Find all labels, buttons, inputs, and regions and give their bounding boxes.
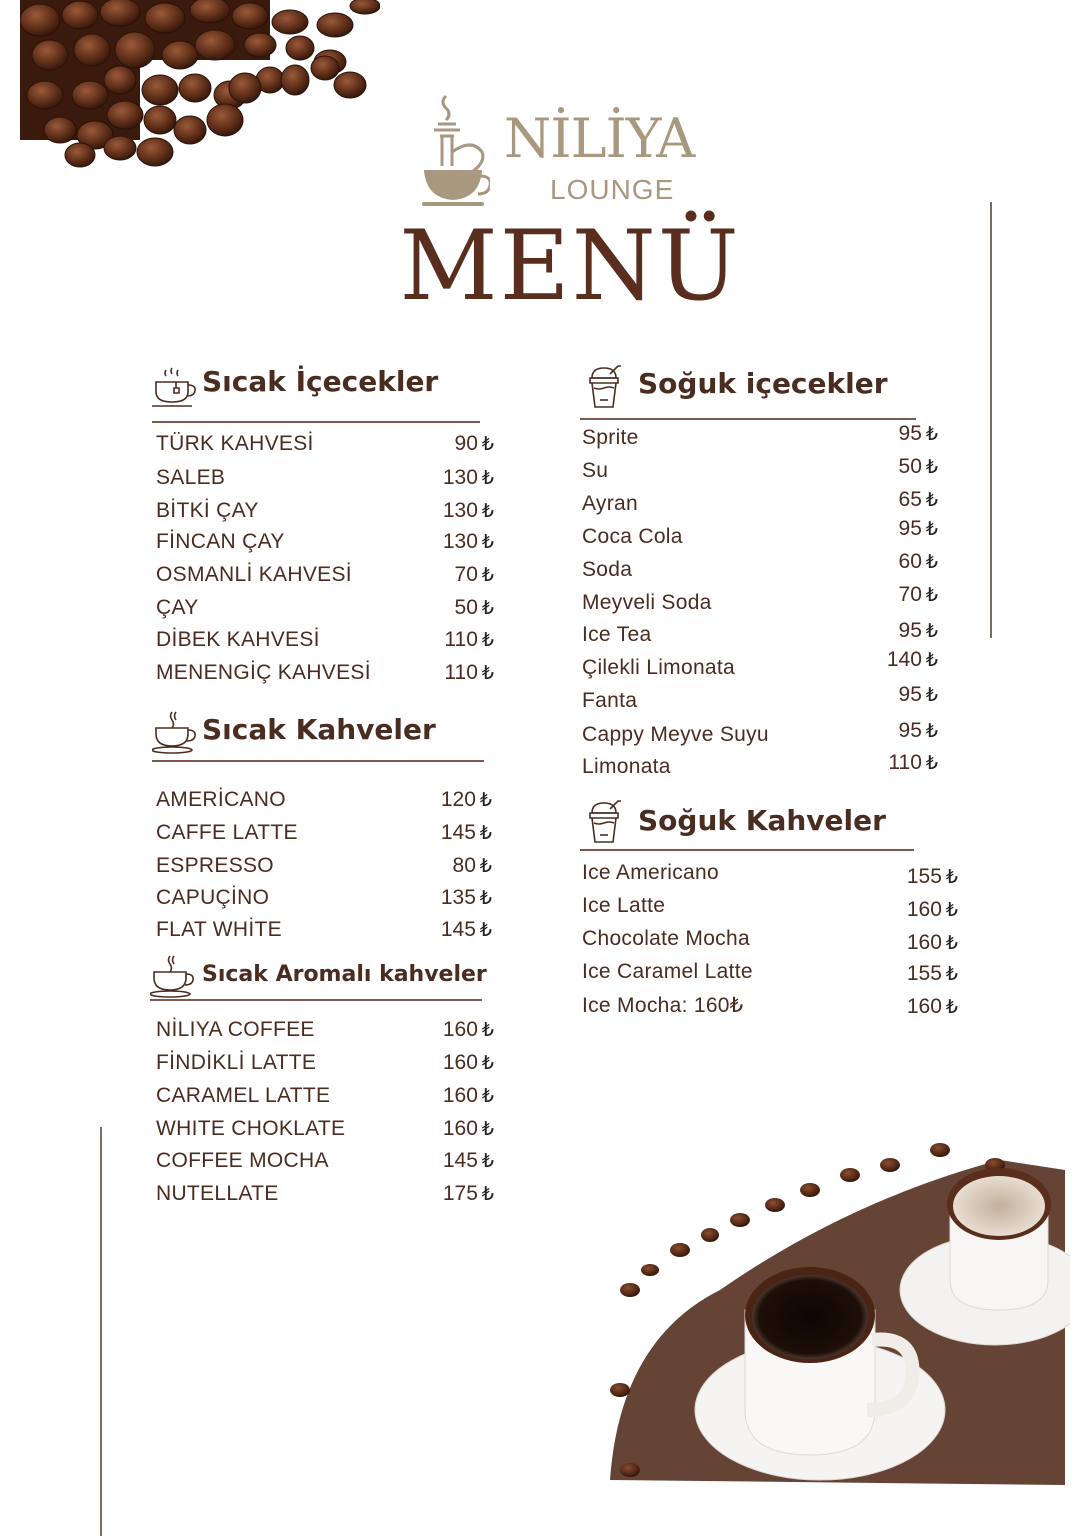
item-name: SALEB [156, 466, 226, 489]
item-price: 110 ₺ [444, 661, 494, 684]
tea-cup-icon [152, 366, 198, 410]
item-price: 160 ₺ [906, 898, 958, 921]
iced-drink-icon [584, 799, 630, 843]
item-price: 130 ₺ [442, 530, 494, 553]
item-price: 160 ₺ [442, 1084, 494, 1107]
section-divider [580, 849, 914, 851]
brand-subtitle: LOUNGE [550, 174, 675, 205]
item-price: 110 ₺ [444, 628, 494, 651]
hookah-cup-icon [418, 88, 490, 210]
brand-logo [418, 88, 695, 213]
item-name: CAPUÇİNO [156, 886, 270, 909]
section-divider [580, 418, 916, 420]
item-name: DİBEK KAHVESİ [156, 628, 320, 651]
item-name: Soda [582, 558, 633, 581]
item-price: 160 ₺ [906, 931, 958, 954]
item-price: 155 ₺ [906, 865, 958, 888]
item-name: Limonata [582, 755, 671, 778]
item-price: 60 ₺ [898, 550, 938, 573]
item-price: 65 ₺ [898, 488, 938, 511]
item-price: 95 ₺ [898, 619, 938, 642]
item-name: FİNDİKLİ LATTE [156, 1051, 317, 1074]
coffee-beans-image [20, 0, 380, 175]
item-price: 70 ₺ [454, 563, 494, 586]
decorative-vertical-line-left [100, 1127, 102, 1536]
item-name: MENENGİÇ KAHVESİ [156, 661, 371, 684]
item-name: Chocolate Mocha [582, 927, 750, 950]
item-name: BİTKİ ÇAY [156, 499, 259, 522]
item-price: 95 ₺ [898, 683, 938, 706]
item-price: 160 ₺ [442, 1018, 494, 1041]
item-price: 50 ₺ [454, 596, 494, 619]
item-price: 95 ₺ [898, 517, 938, 540]
item-price: 90 ₺ [454, 432, 494, 455]
section-title: Soğuk Kahveler [638, 804, 886, 837]
item-name: Fanta [582, 689, 638, 712]
item-price: 50 ₺ [898, 455, 938, 478]
item-name: CAFFE LATTE [156, 821, 298, 844]
item-price: 95 ₺ [898, 719, 938, 742]
item-name: Su [582, 459, 609, 482]
section-divider [150, 999, 482, 1001]
item-name: Cappy Meyve Suyu [582, 723, 769, 746]
iced-drink-icon [584, 364, 630, 408]
item-name: ESPRESSO [156, 854, 274, 877]
section-title: Sıcak Kahveler [202, 713, 436, 746]
item-name: Ice Americano [582, 861, 719, 884]
item-name: NUTELLATE [156, 1182, 279, 1205]
section-title: Sıcak İçecekler [202, 365, 439, 398]
item-price: 160 ₺ [442, 1051, 494, 1074]
section-title: Sıcak Aromalı kahveler [202, 962, 487, 987]
decorative-vertical-line-right [990, 202, 992, 638]
item-price: 80 ₺ [452, 854, 492, 877]
item-price: 135 ₺ [440, 886, 492, 909]
item-name: TÜRK KAHVESİ [156, 432, 314, 455]
item-name: NİLIYA COFFEE [156, 1018, 315, 1041]
item-name: Ice Latte [582, 894, 666, 917]
item-name: FİNCAN ÇAY [156, 530, 285, 553]
item-price: 155 ₺ [906, 962, 958, 985]
item-name: FLAT WHİTE [156, 918, 282, 941]
item-name: Ice Tea [582, 623, 652, 646]
item-name: Ice Mocha: 160₺ [582, 994, 744, 1017]
item-name: ÇAY [156, 596, 199, 619]
section-divider [152, 421, 480, 423]
item-price: 175 ₺ [442, 1182, 494, 1205]
item-price: 110 ₺ [888, 751, 938, 774]
item-name: Çilekli Limonata [582, 656, 736, 679]
page-title: MENÜ [399, 210, 741, 322]
item-price: 145 ₺ [440, 821, 492, 844]
item-price: 130 ₺ [442, 499, 494, 522]
item-name: COFFEE MOCHA [156, 1149, 329, 1172]
item-name: Coca Cola [582, 525, 683, 548]
item-name: CARAMEL LATTE [156, 1084, 331, 1107]
item-price: 160 ₺ [906, 995, 958, 1018]
section-title: Soğuk içecekler [638, 367, 888, 400]
item-price: 120 ₺ [440, 788, 492, 811]
item-price: 130 ₺ [442, 466, 494, 489]
item-name: Sprite [582, 426, 639, 449]
coffee-cups-beans-image [600, 1140, 1070, 1490]
item-name: OSMANLİ KAHVESİ [156, 563, 352, 586]
item-price: 145 ₺ [440, 918, 492, 941]
item-name: Ayran [582, 492, 638, 515]
item-price: 140 ₺ [886, 648, 938, 671]
coffee-cup-icon [150, 954, 196, 998]
item-name: Ice Caramel Latte [582, 960, 753, 983]
item-price: 160 ₺ [442, 1117, 494, 1140]
item-price: 95 ₺ [898, 422, 938, 445]
item-name: AMERİCANO [156, 788, 286, 811]
item-name: Meyveli Soda [582, 591, 712, 614]
item-price: 70 ₺ [898, 583, 938, 606]
brand-name: NİLİYA [504, 107, 695, 170]
section-divider [152, 760, 484, 762]
item-name: WHITE CHOKLATE [156, 1117, 346, 1140]
coffee-cup-icon [152, 710, 198, 754]
item-price: 145 ₺ [442, 1149, 494, 1172]
